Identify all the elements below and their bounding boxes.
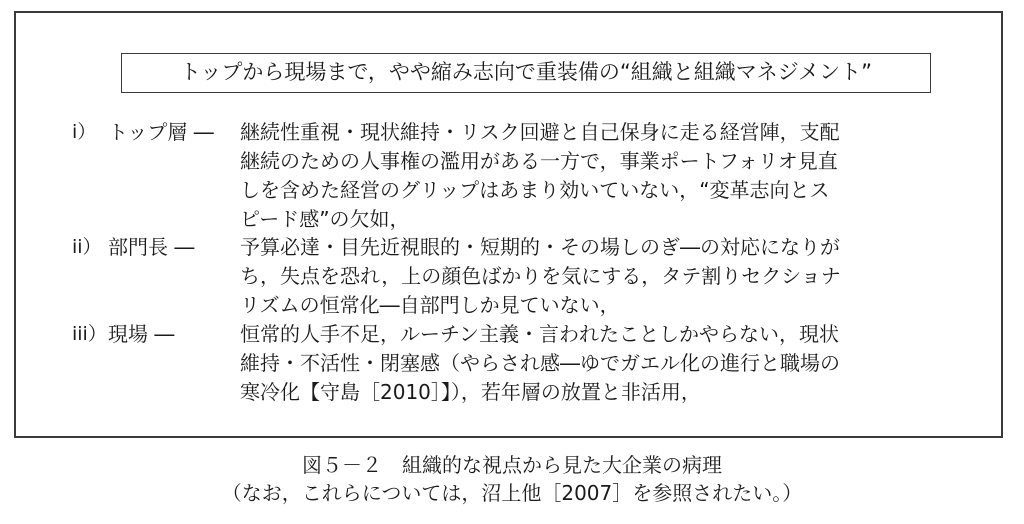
description-line: リズムの恒常化―自部門しか見ていない，	[240, 293, 620, 317]
item-label: 部門長 ―	[108, 235, 195, 259]
description-line: 継続性重視・現状維持・リスク回避と自己保身に走る経営陣，支配	[240, 120, 840, 144]
description-line: ピード感”の欠如，	[240, 207, 410, 231]
description-line: 寒冷化【守島［2010］】），若年層の放置と非活用，	[240, 380, 701, 404]
item-description	[240, 320, 970, 407]
headline-box: トップから現場まで，やや縮み志向で重装備の“組織と組織マネジメント”	[121, 53, 931, 93]
description-line: しを含めた経営のグリップはあまり効いていない，“変革志向とス	[240, 178, 830, 202]
item-description	[240, 118, 970, 234]
item-label: 現場 ―	[108, 322, 175, 346]
item-marker: iii）	[72, 323, 107, 345]
item-marker: i）	[72, 121, 97, 143]
description-line: 恒常的人手不足，ルーチン主義・言われたことしかやらない，現状	[240, 322, 839, 346]
description-line: 予算必達・目先近視眼的・短期的・その場しのぎ―の対応になりが	[240, 235, 840, 259]
description-line: 継続のための人事権の濫用がある一方で，事業ポートフォリオ見直	[240, 149, 838, 173]
figure-caption-title: 図５－２ 組織的な視点から見た大企業の病理	[302, 453, 722, 477]
description-line: ち，失点を恐れ，上の顔色ばかりを気にする，タテ割りセクショナ	[240, 264, 841, 288]
item-marker: ii）	[72, 236, 102, 258]
figure-caption-note: （なお，これらについては，沼上他［2007］を参照されたい。）	[221, 481, 803, 505]
item-description	[240, 233, 970, 320]
description-line: 維持・不活性・閉塞感（やらされ感―ゆでガエル化の進行と職場の	[240, 351, 840, 375]
item-label: トップ層 ―	[108, 120, 214, 144]
